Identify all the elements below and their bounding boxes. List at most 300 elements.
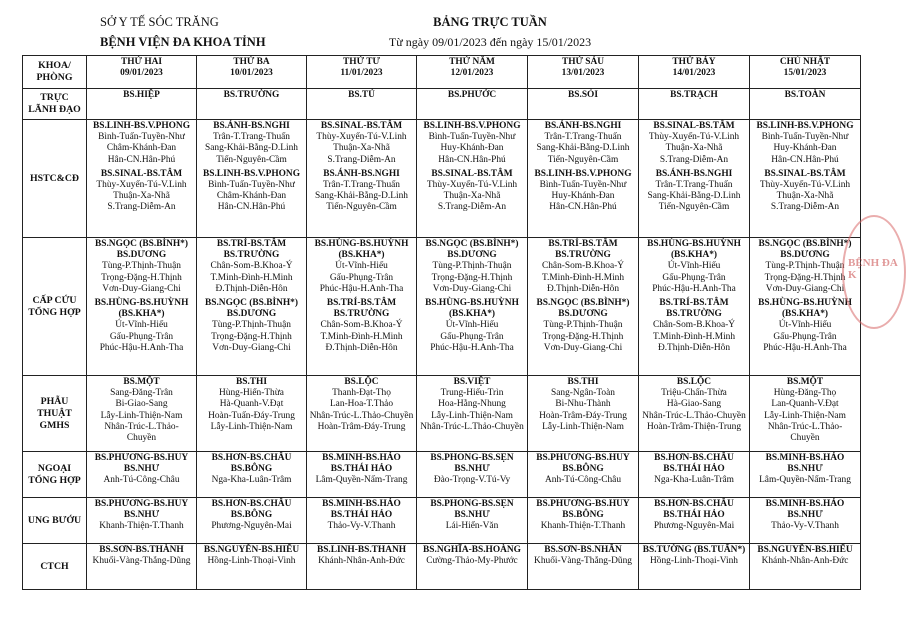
duty-line: BS.BÔNG bbox=[230, 464, 273, 475]
duty-line: (BS.KHA*) bbox=[338, 250, 385, 261]
duty-line: Tiến-Nguyên-Cầm bbox=[547, 154, 619, 165]
duty-block bbox=[308, 453, 415, 487]
duty-line: Phương-Nguyên-Mai bbox=[211, 521, 292, 532]
duty-cell bbox=[307, 376, 417, 452]
duty-cell bbox=[528, 89, 639, 120]
duty-line: BS.NGỌC (BS.BÌNH*) bbox=[425, 239, 519, 249]
duty-cell bbox=[87, 376, 197, 452]
day-header bbox=[750, 56, 861, 89]
department-label bbox=[23, 376, 87, 452]
duty-line: Nhân-Trúc-L.Thảo-Chuyền bbox=[420, 421, 524, 432]
duty-line: Đào-Trọng-V.Tú-Vy bbox=[433, 475, 511, 486]
duty-line: BS.NGỌC (BS.BÌNH*) bbox=[95, 239, 188, 249]
duty-block bbox=[529, 377, 637, 433]
duty-block bbox=[308, 90, 415, 101]
duty-cell bbox=[528, 498, 639, 544]
duty-line: BS.HÙNG-BS.HUỲNH bbox=[758, 298, 852, 309]
duty-block bbox=[751, 298, 859, 354]
duty-block bbox=[88, 545, 195, 567]
duty-line: (BS.KHA*) bbox=[781, 309, 829, 320]
duty-line: BS.PHONG-BS.SẸN bbox=[430, 453, 514, 463]
duty-line: BS.PHONG-BS.SẸN bbox=[430, 499, 514, 509]
department-label-line: NGOẠI bbox=[37, 462, 72, 474]
duty-block bbox=[418, 121, 526, 166]
day-name: THỨ NĂM bbox=[449, 57, 495, 67]
duty-cell bbox=[307, 238, 417, 376]
duty-line: Lẫy-Linh-Thiện-Nam bbox=[431, 410, 513, 421]
department-label-line: PHẪU bbox=[40, 395, 69, 407]
duty-block bbox=[198, 453, 305, 487]
duty-line: Khuối-Vàng-Thắng-Dũng bbox=[534, 556, 632, 567]
duty-line: S.Trang-Diễm-An bbox=[770, 202, 840, 213]
duty-line: BS.TRƯỜNG bbox=[555, 250, 611, 261]
duty-line: T.Minh-Đình-H.Minh bbox=[320, 331, 403, 342]
duty-cell bbox=[750, 89, 861, 120]
duty-line: Vơn-Duy-Giang-Chi bbox=[212, 342, 291, 353]
department-label bbox=[23, 238, 87, 376]
duty-line: Hùng-Hiển-Thừa bbox=[219, 388, 284, 399]
duty-line: BS.NHƯ bbox=[787, 510, 823, 521]
duty-line: Hà-Quanh-V.Đạt bbox=[219, 399, 284, 410]
duty-block bbox=[529, 545, 637, 567]
duty-line: BS.TRÍ-BS.TÂM bbox=[326, 298, 397, 309]
duty-line: BS.HÙNG-BS.HUỲNH bbox=[647, 239, 741, 249]
duty-block bbox=[198, 298, 305, 354]
duty-line: S.Trang-Diễm-An bbox=[107, 202, 176, 213]
duty-line: BS.NGHĨA-BS.HOÀNG bbox=[423, 545, 521, 555]
duty-line: Huy-Khánh-Đan bbox=[773, 143, 837, 154]
schedule-row bbox=[23, 544, 861, 590]
duty-line: Gấu-Phụng-Trân bbox=[773, 331, 837, 342]
duty-line: Út-Vĩnh-Hiếu bbox=[667, 261, 721, 272]
duty-line: Lâm-Quyền-Nấm-Trang bbox=[759, 475, 851, 486]
duty-block bbox=[308, 298, 415, 354]
duty-line: Vơn-Duy-Giang-Chi bbox=[765, 283, 845, 294]
duty-block bbox=[640, 239, 748, 295]
day-header bbox=[197, 56, 307, 89]
duty-block bbox=[308, 239, 415, 295]
duty-block bbox=[640, 121, 748, 166]
schedule-row bbox=[23, 498, 861, 544]
duty-block bbox=[198, 239, 305, 295]
duty-line: BS.THI bbox=[567, 377, 599, 387]
duty-line: Trọng-Đặng-H.Thịnh bbox=[211, 331, 292, 342]
duty-line: BS.ÁNH-BS.NGHI bbox=[655, 168, 733, 179]
duty-line: BS.VIỆT bbox=[453, 377, 491, 387]
duty-line: Thuận-Xa-Nhã bbox=[665, 143, 723, 154]
duty-line: Trân-T.Trang-Thuấn bbox=[323, 180, 400, 191]
duty-block bbox=[529, 90, 637, 101]
duty-line: Thùy-Xuyến-Tú-V.Linh bbox=[96, 180, 187, 191]
duty-line: Cường-Thảo-My-Phước bbox=[426, 556, 518, 567]
department-label bbox=[23, 120, 87, 238]
duty-line: Sang-Đăng-Trân bbox=[110, 388, 173, 399]
duty-cell bbox=[417, 238, 528, 376]
duty-line: BS.TRÍ-BS.TÂM bbox=[216, 239, 287, 249]
duty-line: Nhân-Trúc-L.Thảo- bbox=[104, 421, 179, 432]
duty-cell bbox=[528, 238, 639, 376]
duty-line: Gấu-Phụng-Trân bbox=[329, 272, 394, 283]
duty-line: BS.NGỌC (BS.BÌNH*) bbox=[205, 298, 298, 309]
duty-line: BS.LỘC bbox=[676, 377, 712, 387]
duty-line: Nhân-Trúc-L.Thảo- bbox=[767, 421, 843, 432]
duty-line: BS.BÔNG bbox=[230, 510, 273, 521]
duty-line: BS.LINH-BS.V.PHONG bbox=[93, 121, 190, 131]
day-name: THỨ HAI bbox=[120, 57, 163, 67]
duty-line: Nga-Kha-Luân-Trâm bbox=[211, 475, 292, 486]
duty-line: Hồng-Linh-Thoại-Vinh bbox=[207, 556, 296, 567]
duty-line: Sang-Khải-Bằng-D.Linh bbox=[647, 191, 741, 202]
duty-block bbox=[640, 499, 748, 533]
duty-line: BS.PHƯƠNG-BS.HUY bbox=[536, 453, 630, 463]
duty-cell bbox=[417, 89, 528, 120]
duty-line: Tùng-P.Thịnh-Thuận bbox=[432, 261, 512, 272]
schedule-row bbox=[23, 120, 861, 238]
duty-line: Phương-Nguyên-Mai bbox=[653, 521, 735, 532]
duty-block bbox=[88, 453, 195, 487]
duty-cell bbox=[87, 544, 197, 590]
duty-cell bbox=[639, 238, 750, 376]
duty-line: Lan-Hoa-T.Thảo bbox=[329, 399, 394, 410]
duty-line: BS.NHƯ bbox=[123, 510, 160, 521]
duty-line: Út-Vĩnh-Hiếu bbox=[335, 261, 388, 272]
duty-block bbox=[751, 121, 859, 166]
duty-line: Thùy-Xuyến-Tú-V.Linh bbox=[426, 180, 518, 191]
duty-line: Trọng-Đặng-H.Thịnh bbox=[542, 331, 624, 342]
duty-line: Bình-Tuấn-Tuyền-Như bbox=[428, 132, 516, 143]
duty-line: BS.MINH-BS.HẢO bbox=[322, 499, 401, 509]
day-header bbox=[639, 56, 750, 89]
duty-cell bbox=[197, 544, 307, 590]
department-label-line: CẤP CỨU bbox=[32, 294, 77, 306]
day-name: THỨ TƯ bbox=[343, 57, 380, 67]
duty-line: Út-Vĩnh-Hiếu bbox=[115, 320, 168, 331]
duty-block bbox=[640, 298, 748, 354]
duty-cell bbox=[197, 89, 307, 120]
duty-cell bbox=[750, 376, 861, 452]
duty-line: Lẫy-Linh-Thiện-Nam bbox=[210, 421, 293, 432]
duty-line: Phúc-Hậu-H.Anh-Tha bbox=[763, 342, 847, 353]
duty-line: Đ.Thịnh-Diễn-Hôn bbox=[546, 283, 620, 294]
duty-line: Lâm-Quyền-Nấm-Trang bbox=[315, 475, 408, 486]
red-stamp-seal bbox=[842, 215, 906, 329]
duty-line: Lẫy-Linh-Thiện-Nam bbox=[100, 410, 183, 421]
duty-block bbox=[418, 453, 526, 487]
duty-block bbox=[198, 169, 305, 214]
duty-line: BS.THÁI HẢO bbox=[330, 464, 393, 475]
duty-line: BS.PHƯỚC bbox=[447, 90, 497, 100]
duty-block bbox=[529, 499, 637, 533]
duty-block bbox=[88, 377, 195, 444]
duty-cell bbox=[197, 376, 307, 452]
duty-cell bbox=[750, 120, 861, 238]
duty-line: Chuyền bbox=[126, 433, 157, 444]
department-label bbox=[23, 452, 87, 498]
duty-line: BS.DƯƠNG bbox=[558, 309, 608, 320]
duty-line: BS.MINH-BS.HẢO bbox=[765, 499, 845, 509]
duty-line: Gấu-Phụng-Trân bbox=[109, 331, 174, 342]
duty-line: BS.LINH-BS.THANH bbox=[316, 545, 407, 555]
duty-block bbox=[198, 499, 305, 533]
duty-cell bbox=[639, 498, 750, 544]
duty-cell bbox=[87, 120, 197, 238]
duty-line: BS.TRƯỜNG bbox=[333, 309, 390, 320]
duty-line: Lẫy-Linh-Thiện-Nam bbox=[542, 421, 624, 432]
duty-line: Hân-CN.Hân-Phú bbox=[549, 202, 617, 213]
duty-line: Khánh-Nhân-Anh-Đức bbox=[761, 556, 849, 567]
duty-line: Huy-Khánh-Đan bbox=[440, 143, 504, 154]
duty-line: Bi-Giao-Sang bbox=[115, 399, 168, 410]
duty-line: BS.THI bbox=[235, 377, 267, 387]
duty-line: Đ.Thịnh-Diễn-Hôn bbox=[325, 342, 398, 353]
duty-line: Vơn-Duy-Giang-Chi bbox=[543, 342, 623, 353]
duty-line: Thảo-Vy-V.Thanh bbox=[327, 521, 396, 532]
duty-line: Sang-Khải-Bằng-D.Linh bbox=[315, 191, 408, 202]
duty-block bbox=[640, 545, 748, 567]
duty-line: Thuận-Xa-Nhã bbox=[776, 191, 834, 202]
schedule-row bbox=[23, 452, 861, 498]
duty-block bbox=[418, 169, 526, 214]
department-label-line: GMHS bbox=[39, 419, 70, 431]
duty-line: BS.HÙNG-BS.HUỲNH bbox=[425, 298, 519, 309]
org-line-1: SỞ Y TẾ SÓC TRĂNG bbox=[100, 15, 219, 29]
duty-line: Triệu-Chấn-Thừa bbox=[661, 388, 727, 399]
duty-line: BS.LỘC bbox=[344, 377, 379, 387]
duty-block bbox=[751, 90, 859, 101]
duty-line: BS.DƯƠNG bbox=[226, 309, 277, 320]
duty-line: BS.LINH-BS.V.PHONG bbox=[534, 168, 632, 179]
department-label-line: THUẬT bbox=[37, 407, 72, 419]
day-name: THỨ BA bbox=[233, 57, 270, 67]
duty-line: BS.TRẠCH bbox=[670, 90, 718, 100]
duty-line: BS.TRÍ-BS.TÂM bbox=[548, 239, 618, 249]
duty-line: Lái-Hiển-Văn bbox=[445, 521, 499, 532]
duty-block bbox=[88, 90, 195, 101]
duty-line: Châm-Khánh-Đan bbox=[216, 191, 287, 202]
duty-cell bbox=[307, 120, 417, 238]
duty-block bbox=[640, 453, 748, 487]
duty-line: Nhân-Trúc-L.Thảo-Chuyền bbox=[309, 410, 414, 421]
duty-line: BS.TRƯỜNG bbox=[223, 250, 280, 261]
duty-line: Trân-T.Trang-Thuấn bbox=[544, 132, 622, 143]
duty-line: BS.HIỆP bbox=[123, 90, 160, 100]
duty-line: (BS.KHA*) bbox=[448, 309, 496, 320]
duty-block bbox=[529, 453, 637, 487]
duty-cell bbox=[197, 120, 307, 238]
duty-line: Huy-Khánh-Đan bbox=[551, 191, 615, 202]
department-label-line: CTCH bbox=[40, 560, 69, 572]
duty-line: Tiến-Nguyên-Cầm bbox=[326, 202, 397, 213]
duty-line: BS.LINH-BS.V.PHONG bbox=[203, 168, 300, 179]
duty-line: Thùy-Xuyến-Tú-V.Linh bbox=[316, 132, 407, 143]
duty-block bbox=[418, 377, 526, 433]
duty-cell bbox=[528, 376, 639, 452]
day-date: 11/01/2023 bbox=[340, 68, 383, 79]
duty-block bbox=[198, 90, 305, 101]
duty-line: Trung-Hiếu-Trìn bbox=[440, 388, 504, 399]
duty-line: BS.MINH-BS.HẢO bbox=[322, 453, 401, 463]
duty-line: BS.PHƯƠNG-BS.HUY bbox=[94, 499, 189, 509]
duty-line: Hoàn-Tuấn-Đáy-Trung bbox=[208, 410, 295, 421]
day-name: THỨ SÁU bbox=[561, 57, 605, 67]
duty-line: Thuận-Xa-Nhã bbox=[113, 191, 170, 202]
department-label bbox=[23, 544, 87, 590]
duty-line: (BS.KHA*) bbox=[118, 309, 165, 320]
duty-line: Khanh-Thiện-T.Thanh bbox=[540, 521, 626, 532]
duty-line: Út-Vĩnh-Hiếu bbox=[445, 320, 499, 331]
department-label-line: HSTC&CĐ bbox=[30, 172, 79, 184]
day-date: 13/01/2023 bbox=[561, 68, 605, 79]
duty-line: BS.ÁNH-BS.NGHI bbox=[213, 121, 290, 131]
duty-cell bbox=[528, 452, 639, 498]
duty-line: Tùng-P.Thịnh-Thuận bbox=[212, 320, 291, 331]
duty-line: BS.NHƯ bbox=[454, 464, 490, 475]
duty-cell bbox=[639, 452, 750, 498]
duty-line: Khanh-Thiện-T.Thanh bbox=[99, 521, 184, 532]
duty-line: BS.PHƯƠNG-BS.HUY bbox=[94, 453, 189, 463]
duty-schedule-table bbox=[22, 55, 861, 590]
duty-line: Tiến-Nguyên-Cầm bbox=[658, 202, 730, 213]
day-date: 15/01/2023 bbox=[783, 68, 827, 79]
duty-line: BS.HƠN-BS.CHÂU bbox=[654, 453, 734, 463]
day-name: THỨ BẢY bbox=[672, 57, 716, 67]
duty-block bbox=[529, 239, 637, 295]
duty-line: BS.SINAL-BS.TÂM bbox=[100, 168, 183, 179]
duty-line: Đ.Thịnh-Diễn-Hôn bbox=[215, 283, 288, 294]
duty-line: BS.SỎI bbox=[568, 90, 598, 100]
schedule-title: BẢNG TRỰC TUẦN bbox=[433, 15, 547, 29]
duty-line: BS.HƠN-BS.CHÂU bbox=[211, 499, 292, 509]
corner-header bbox=[23, 56, 87, 89]
duty-line: Phúc-Hậu-H.Anh-Tha bbox=[430, 342, 514, 353]
duty-line: Sang-Khải-Bằng-D.Linh bbox=[205, 143, 298, 154]
duty-block bbox=[418, 298, 526, 354]
duty-line: BS.THÁI HẢO bbox=[330, 510, 393, 521]
duty-cell bbox=[750, 452, 861, 498]
duty-line: BS.SƠN-BS.THÀNH bbox=[99, 545, 184, 555]
duty-cell bbox=[417, 120, 528, 238]
duty-line: Đ.Thịnh-Diễn-Hôn bbox=[657, 342, 731, 353]
duty-line: BS.NHƯ bbox=[123, 464, 160, 475]
duty-line: Hoàn-Trâm-Thiện-Trung bbox=[646, 421, 742, 432]
schedule-title-block bbox=[365, 15, 615, 50]
duty-line: BS.MỘT bbox=[786, 377, 824, 387]
duty-cell bbox=[307, 544, 417, 590]
schedule-row bbox=[23, 89, 861, 120]
duty-line: T.Minh-Đình-H.Minh bbox=[541, 272, 625, 283]
duty-line: Phúc-Hậu-H.Anh-Tha bbox=[319, 283, 404, 294]
duty-block bbox=[88, 169, 195, 214]
duty-line: Anh-Tú-Công-Châu bbox=[544, 475, 622, 486]
duty-line: BS.HƠN-BS.CHÂU bbox=[211, 453, 292, 463]
duty-line: Thảo-Vy-V.Thanh bbox=[771, 521, 839, 532]
duty-line: Trân-T.Trang-Thuấn bbox=[655, 180, 733, 191]
duty-line: BS.BÔNG bbox=[562, 510, 604, 521]
duty-line: BS.TRÍ-BS.TÂM bbox=[659, 298, 729, 309]
duty-block bbox=[640, 90, 748, 101]
duty-line: BS.NGUYỄN-BS.HIẾU bbox=[203, 545, 300, 555]
org-line-2: BỆNH VIỆN ĐA KHOA TỈNH bbox=[100, 35, 266, 49]
duty-line: T.Minh-Đình-H.Minh bbox=[210, 272, 293, 283]
duty-line: BS.SINAL-BS.TÂM bbox=[431, 168, 513, 179]
duty-cell bbox=[307, 452, 417, 498]
duty-line: Lẫy-Linh-Thiện-Nam bbox=[764, 410, 846, 421]
duty-line: Gấu-Phụng-Trân bbox=[440, 331, 504, 342]
department-label-line: LÃNH ĐẠO bbox=[28, 104, 81, 115]
duty-line: BS.MỘT bbox=[123, 377, 160, 387]
duty-block bbox=[640, 169, 748, 214]
day-date: 12/01/2023 bbox=[450, 68, 494, 79]
duty-line: Gấu-Phụng-Trân bbox=[662, 272, 726, 283]
duty-cell bbox=[307, 498, 417, 544]
duty-line: Nhân-Trúc-L.Thảo-Chuyền bbox=[642, 410, 746, 421]
duty-cell bbox=[417, 498, 528, 544]
duty-line: BS.SINAL-BS.TÂM bbox=[320, 121, 403, 131]
duty-line: Hoàn-Trâm-Đáy-Trung bbox=[317, 421, 406, 432]
duty-line: BS.NGUYỄN-BS.HIẾU bbox=[757, 545, 853, 555]
duty-line: BS.SINAL-BS.TÂM bbox=[764, 168, 846, 179]
duty-block bbox=[308, 545, 415, 567]
duty-cell bbox=[87, 89, 197, 120]
duty-line: Vơn-Duy-Giang-Chi bbox=[432, 283, 512, 294]
duty-line: BS.TÚ bbox=[348, 90, 375, 100]
duty-line: Nga-Kha-Luân-Trâm bbox=[654, 475, 734, 486]
duty-line: Bình-Tuấn-Tuyền-Như bbox=[98, 132, 185, 143]
duty-line: Tiến-Nguyên-Cầm bbox=[216, 154, 287, 165]
duty-cell bbox=[639, 376, 750, 452]
duty-block bbox=[418, 545, 526, 567]
duty-block bbox=[88, 121, 195, 166]
duty-block bbox=[88, 499, 195, 533]
schedule-body bbox=[23, 56, 861, 590]
duty-line: BS.LINH-BS.V.PHONG bbox=[756, 121, 854, 131]
duty-cell bbox=[417, 376, 528, 452]
duty-line: Hùng-Đăng-Thọ bbox=[773, 388, 837, 399]
department-label-line: TỔNG HỢP bbox=[28, 306, 81, 318]
duty-line: Bình-Tuấn-Tuyền-Như bbox=[761, 132, 849, 143]
duty-line: Sang-Ngân-Toàn bbox=[551, 388, 615, 399]
department-label-line: UNG BƯỚU bbox=[27, 514, 82, 526]
duty-line: BS.NHƯ bbox=[787, 464, 823, 475]
duty-line: Lan-Quanh-V.Đạt bbox=[771, 399, 839, 410]
day-date: 10/01/2023 bbox=[230, 68, 273, 79]
duty-cell bbox=[197, 452, 307, 498]
duty-line: T.Minh-Đình-H.Minh bbox=[652, 331, 736, 342]
duty-cell bbox=[750, 498, 861, 544]
duty-line: Tùng-P.Thịnh-Thuận bbox=[765, 261, 845, 272]
duty-line: Thuận-Xa-Nhã bbox=[443, 191, 501, 202]
duty-line: Chân-Som-B.Khoa-Ý bbox=[210, 261, 293, 272]
duty-line: Hà-Giao-Sang bbox=[666, 399, 722, 410]
duty-block bbox=[198, 121, 305, 166]
duty-line: BS.THÁI HẢO bbox=[663, 464, 725, 475]
duty-line: Hoàn-Trâm-Đáy-Trung bbox=[539, 410, 627, 421]
duty-line: BS.NGỌC (BS.BÌNH*) bbox=[758, 239, 852, 249]
duty-block bbox=[529, 298, 637, 354]
duty-line: Trọng-Đặng-H.Thịnh bbox=[101, 272, 182, 283]
duty-line: BS.HÙNG-BS.HUỲNH bbox=[94, 298, 189, 309]
duty-block bbox=[640, 377, 748, 433]
duty-line: Sang-Khải-Bằng-D.Linh bbox=[536, 143, 630, 154]
duty-line: Bình-Tuấn-Tuyền-Như bbox=[208, 180, 295, 191]
duty-line: Anh-Tú-Công-Châu bbox=[103, 475, 180, 486]
duty-line: BS.DƯƠNG bbox=[116, 250, 167, 261]
corner-line: KHOA/ bbox=[38, 60, 71, 71]
duty-block bbox=[308, 169, 415, 214]
duty-cell bbox=[639, 544, 750, 590]
duty-line: Thùy-Xuyến-Tú-V.Linh bbox=[648, 132, 740, 143]
schedule-row bbox=[23, 238, 861, 376]
